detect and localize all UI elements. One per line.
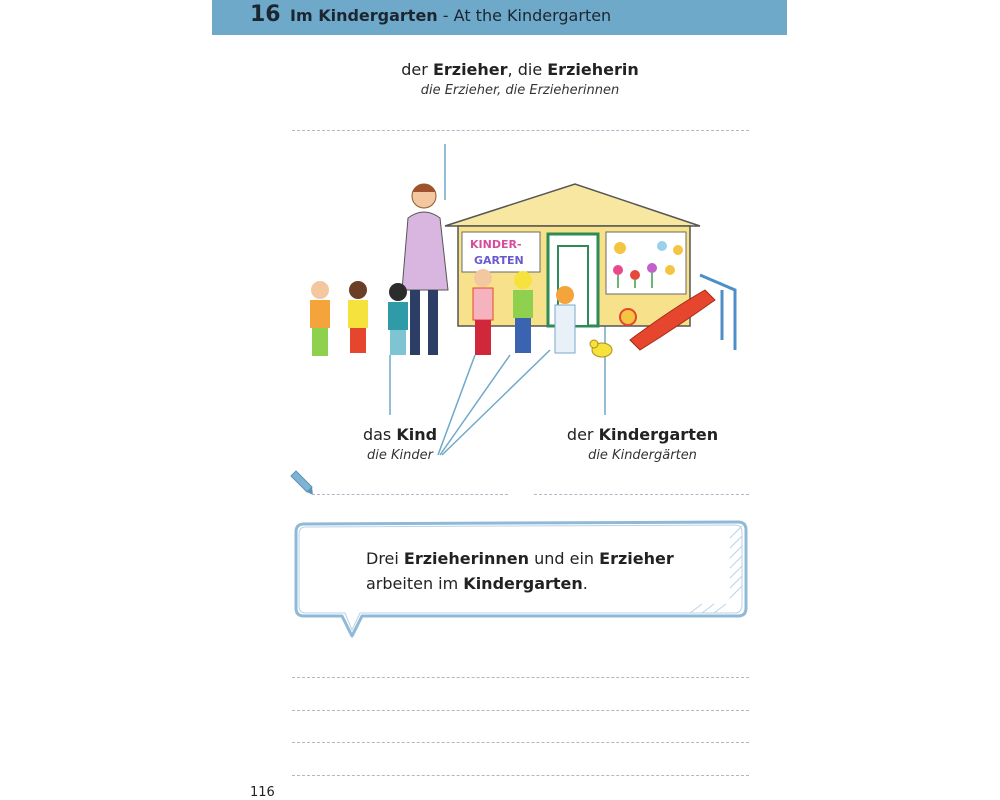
sentence-bold-word: Kindergarten bbox=[463, 574, 583, 593]
sentence-bold-word: Erzieher bbox=[599, 549, 674, 568]
vocab-child bbox=[355, 425, 445, 463]
ball bbox=[620, 309, 636, 325]
teacher-figure bbox=[402, 184, 448, 355]
vocab-teacher bbox=[370, 60, 670, 98]
vocab-teacher-article: der bbox=[401, 60, 433, 79]
writing-line bbox=[292, 130, 749, 131]
toy-duck bbox=[590, 340, 612, 357]
sign-text-line2: GARTEN bbox=[474, 254, 524, 267]
chapter-title-separator: - bbox=[437, 6, 454, 25]
sentence-text: . bbox=[582, 574, 588, 593]
example-sentence-line2 bbox=[366, 571, 674, 596]
chapter-title-en: At the Kindergarten bbox=[453, 6, 612, 25]
example-sentence-line1 bbox=[366, 546, 674, 571]
writing-line bbox=[292, 677, 749, 678]
vocab-kindergarten-article: der bbox=[566, 425, 599, 444]
vocab-teacher-word-m: Erzieher bbox=[432, 60, 508, 79]
chapter-title bbox=[290, 6, 611, 25]
writing-line bbox=[312, 494, 508, 495]
kindergarten-illustration bbox=[290, 140, 750, 470]
vocab-kindergarten bbox=[560, 425, 725, 463]
vocab-kindergarten-singular bbox=[560, 425, 725, 444]
chapter-title-de: Im Kindergarten bbox=[290, 6, 438, 25]
chapter-header bbox=[212, 0, 787, 35]
example-sentence bbox=[366, 546, 674, 596]
writing-line bbox=[292, 710, 749, 711]
vocab-child-singular bbox=[355, 425, 445, 444]
sentence-text: arbeiten im bbox=[366, 574, 464, 593]
vocab-teacher-word-f: Erzieherin bbox=[547, 60, 639, 79]
sentence-text: und ein bbox=[529, 549, 600, 568]
writing-line bbox=[292, 742, 749, 743]
writing-line bbox=[292, 775, 749, 776]
writing-line bbox=[534, 494, 749, 495]
sentence-bold-word: Erzieherinnen bbox=[403, 549, 530, 568]
vocab-child-word: Kind bbox=[396, 425, 438, 444]
sentence-text: Drei bbox=[366, 549, 404, 568]
sign-text-line1: KINDER- bbox=[470, 238, 522, 251]
pencil-icon bbox=[288, 470, 314, 496]
chapter-number: 16 bbox=[250, 2, 281, 27]
vocab-teacher-plural: die Erzieher, die Erzieherinnen bbox=[420, 83, 620, 98]
vocab-child-article: das bbox=[362, 425, 397, 444]
vocab-kindergarten-word: Kindergarten bbox=[598, 425, 719, 444]
page-number: 116 bbox=[250, 785, 275, 800]
vocab-teacher-singular bbox=[370, 60, 670, 79]
vocab-kindergarten-plural: die Kindergärten bbox=[588, 448, 697, 463]
vocab-teacher-separator: , die bbox=[507, 60, 548, 79]
vocab-child-plural: die Kinder bbox=[367, 448, 433, 463]
